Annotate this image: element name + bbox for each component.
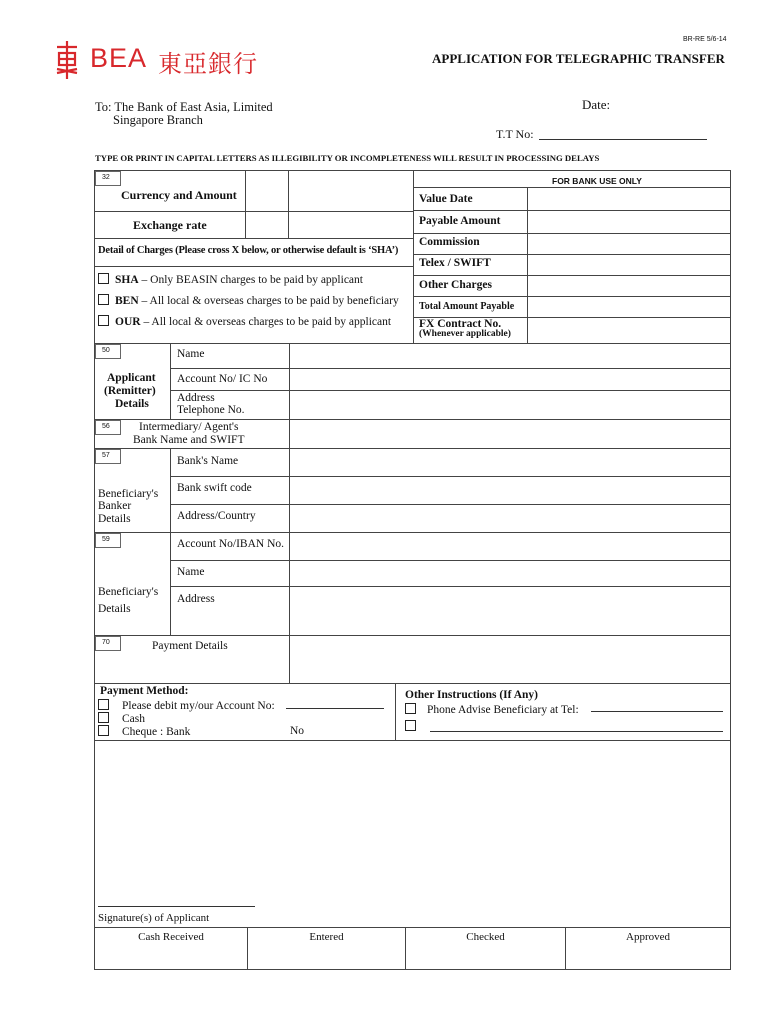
field-code: 70 xyxy=(102,639,110,646)
bank-address-label: Address/Country xyxy=(177,510,256,522)
debit-account-field[interactable] xyxy=(286,708,384,709)
brand-chinese: 東亞銀行 xyxy=(158,50,258,78)
bene-bank-title-3: Details xyxy=(98,513,131,525)
beneficiary-name-label: Name xyxy=(177,566,205,578)
payment-debit-option[interactable] xyxy=(98,699,275,712)
sha-text: – Only BEASIN charges to be paid by applicant xyxy=(141,274,363,286)
phone-advise-checkbox[interactable] xyxy=(405,703,416,714)
currency-input[interactable] xyxy=(246,171,288,211)
other-instructions-title: Other Instructions (If Any) xyxy=(405,689,539,701)
field-code: 56 xyxy=(102,423,110,430)
field-code: 57 xyxy=(102,452,110,459)
cheque-no-label: No xyxy=(290,725,305,737)
sha-checkbox[interactable] xyxy=(98,273,109,284)
bank-name-input[interactable] xyxy=(290,449,730,476)
fx-contract-label: FX Contract No. xyxy=(419,318,502,330)
approved-label: Approved xyxy=(626,931,670,943)
intermediary-input[interactable] xyxy=(290,420,730,448)
other-charges-label: Other Charges xyxy=(419,279,492,291)
bene-bank-title-1: Beneficiary's xyxy=(98,488,159,500)
sha-code: SHA xyxy=(115,274,139,286)
applicant-account-label: Account No/ IC No xyxy=(177,373,268,385)
cheque-label: Cheque : Bank xyxy=(122,726,191,738)
applicant-address-input[interactable] xyxy=(290,391,730,419)
exchange-rate-label: Exchange rate xyxy=(133,218,207,232)
applicant-address-label: Address xyxy=(177,392,215,404)
bank-use-title: FOR BANK USE ONLY xyxy=(552,176,642,186)
entered-label: Entered xyxy=(309,931,344,943)
other-instruction-field[interactable] xyxy=(430,731,723,732)
commission-label: Commission xyxy=(419,236,480,248)
cash-checkbox[interactable] xyxy=(98,712,109,723)
bea-logo xyxy=(54,40,284,80)
debit-checkbox[interactable] xyxy=(98,699,109,710)
beneficiary-address-input[interactable] xyxy=(290,587,730,635)
phone-advise-label: Phone Advise Beneficiary at Tel: xyxy=(427,704,579,716)
applicant-telephone-label: Telephone No. xyxy=(177,404,245,416)
ben-checkbox[interactable] xyxy=(98,294,109,305)
payment-method-title: Payment Method: xyxy=(100,685,189,697)
fx-note: (Whenever applicable) xyxy=(419,329,511,339)
field-code: 50 xyxy=(102,347,110,354)
date-label: Date: xyxy=(582,97,611,112)
payment-cheque-option[interactable] xyxy=(98,725,190,738)
checked-label: Checked xyxy=(466,931,505,943)
intermediary-label-2: Bank Name and SWIFT xyxy=(133,434,245,446)
payment-cash-option[interactable] xyxy=(98,712,145,725)
applicant-account-input[interactable] xyxy=(290,369,730,390)
option-ben[interactable] xyxy=(98,294,399,307)
amount-input[interactable] xyxy=(289,171,413,211)
form-title: APPLICATION FOR TELEGRAPHIC TRANSFER xyxy=(432,51,725,66)
brand-name: BEA xyxy=(90,43,148,73)
beneficiary-account-input[interactable] xyxy=(290,533,730,560)
ben-code: BEN xyxy=(115,295,139,307)
tt-label: T.T No: xyxy=(496,127,534,141)
beneficiary-title-2: Details xyxy=(98,603,131,615)
tt-number-field[interactable] xyxy=(539,139,707,140)
bank-swift-label: Bank swift code xyxy=(177,482,252,494)
beneficiary-name-input[interactable] xyxy=(290,561,730,586)
ben-text: – All local & overseas charges to be paid by beneficiary xyxy=(141,295,399,307)
bank-swift-input[interactable] xyxy=(290,477,730,504)
applicant-title-2: (Remitter) xyxy=(104,385,156,397)
exchange-rate-input[interactable] xyxy=(246,212,413,238)
signature-area[interactable] xyxy=(95,741,730,904)
bank-name-label: Bank's Name xyxy=(177,455,239,467)
beneficiary-address-label: Address xyxy=(177,593,215,605)
option-sha[interactable] xyxy=(98,273,363,286)
other-instruction-checkbox[interactable] xyxy=(405,720,416,731)
intermediary-label-1: Intermediary/ Agent's xyxy=(139,421,239,433)
applicant-title-3: Details xyxy=(115,398,149,410)
value-date-label: Value Date xyxy=(419,193,473,205)
charges-title: Detail of Charges (Please cross X below, or otherwise default is ‘SHA’) xyxy=(98,245,399,256)
option-our[interactable] xyxy=(98,315,391,328)
debit-label: Please debit my/our Account No: xyxy=(122,700,275,712)
bea-emblem-icon xyxy=(54,40,80,80)
to-line: To: The Bank of East Asia, Limited xyxy=(95,100,273,114)
phone-advise-field[interactable] xyxy=(591,711,723,712)
branch-line: Singapore Branch xyxy=(113,113,203,127)
cheque-checkbox[interactable] xyxy=(98,725,109,736)
our-checkbox[interactable] xyxy=(98,315,109,326)
bene-bank-title-2: Banker xyxy=(98,500,132,512)
our-code: OUR xyxy=(115,316,141,328)
cash-received-label: Cash Received xyxy=(138,931,204,943)
total-payable-label: Total Amount Payable xyxy=(419,301,515,312)
payment-details-input[interactable] xyxy=(290,636,730,683)
payment-details-label: Payment Details xyxy=(152,640,228,652)
phone-advise-option[interactable] xyxy=(405,703,579,716)
telex-label: Telex / SWIFT xyxy=(419,257,491,269)
applicant-title-1: Applicant xyxy=(107,372,156,384)
bank-address-input[interactable] xyxy=(290,505,730,532)
signature-line xyxy=(98,906,255,907)
field-code: 59 xyxy=(102,536,110,543)
other-instruction-option[interactable] xyxy=(405,720,422,733)
beneficiary-account-label: Account No/IBAN No. xyxy=(177,538,284,550)
our-text: – All local & overseas charges to be paid by applicant xyxy=(143,316,392,328)
currency-amount-label: Currency and Amount xyxy=(121,188,237,202)
form-code: BR-RE 5/6-14 xyxy=(683,36,727,43)
beneficiary-title-1: Beneficiary's xyxy=(98,586,159,598)
payable-amount-label: Payable Amount xyxy=(419,215,501,227)
cash-label: Cash xyxy=(122,713,145,725)
applicant-name-input[interactable] xyxy=(290,344,730,368)
instruction-text: TYPE OR PRINT IN CAPITAL LETTERS AS ILLEGIBILITY OR INCOMPLETENESS WILL RESULT IN PROCESSING DELAYS xyxy=(95,153,600,163)
applicant-name-label: Name xyxy=(177,348,205,360)
signature-label: Signature(s) of Applicant xyxy=(98,912,210,924)
field-code: 32 xyxy=(102,174,110,181)
